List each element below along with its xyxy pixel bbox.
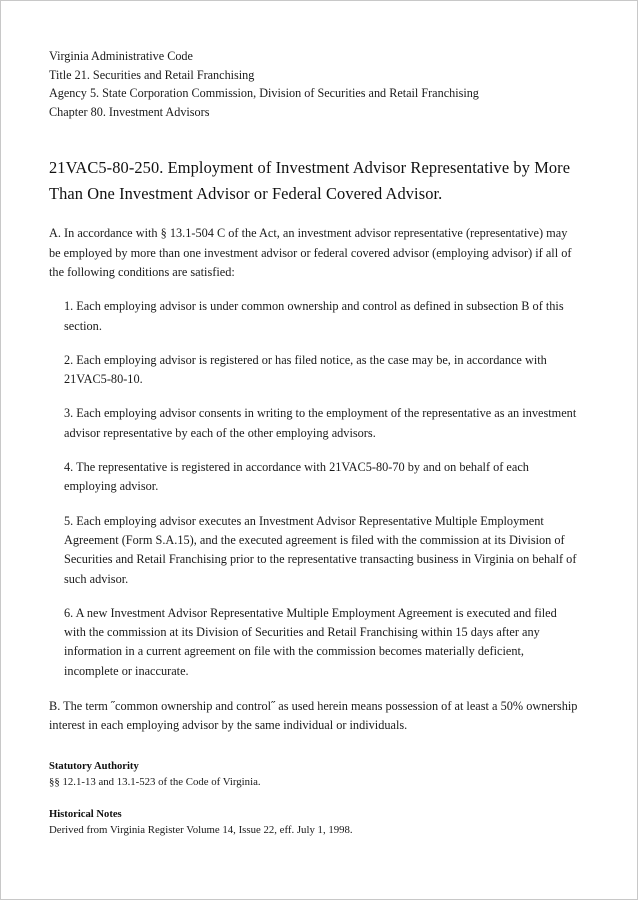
condition-item-5: 5. Each employing advisor executes an Investment Advisor Representative Multiple Employment Agreement (Form S.A.15), and the executed agreement is filed with the commission at its Division of Securities and Retail Franchising prior to the representative transacting business in Virginia on behalf of such advisor. xyxy=(64,513,577,586)
statutory-authority-block xyxy=(49,759,581,791)
citation-line-agency: Agency 5. State Corporation Commission, Division of Securities and Retail Franchising xyxy=(49,86,479,101)
citation-line-title: Title 21. Securities and Retail Franchising xyxy=(49,67,255,82)
historical-notes-block xyxy=(49,807,581,839)
condition-item-6: 6. A new Investment Advisor Representative Multiple Employment Agreement is executed and filed with the commission at its Division of Securities and Retail Franchising within 15 days after any information in a current agreement on file with the commission becomes materially deficient, incomplete or inaccurate. xyxy=(64,605,557,678)
condition-item-4: 4. The representative is registered in accordance with 21VAC5-80-70 by and on behalf of each employing advisor. xyxy=(64,460,529,494)
historical-notes-text: Derived from Virginia Register Volume 14, Issue 22, eff. July 1, 1998. xyxy=(49,824,353,837)
statutory-authority-text: §§ 12.1-13 and 13.1-523 of the Code of Virginia. xyxy=(49,775,261,788)
citation-line-chapter: Chapter 80. Investment Advisors xyxy=(49,104,210,119)
document-notes xyxy=(49,759,581,839)
condition-item-1: 1. Each employing advisor is under common ownership and control as defined in subsection B of this section. xyxy=(64,299,564,333)
subsection-b-paragraph: B. The term ˝common ownership and control˝ as used herein means possession of at least a 50% ownership interest in each employing advisor by the same individual or individuals. xyxy=(49,699,578,733)
citation-line-code: Virginia Administrative Code xyxy=(49,49,193,63)
condition-item-3: 3. Each employing advisor consents in writing to the employment of the representative as an investment advisor representative by each of the other employing advisors. xyxy=(64,406,577,440)
document-content xyxy=(49,47,581,839)
historical-notes-heading: Historical Notes xyxy=(49,809,122,821)
page-title: 21VAC5-80-250. Employment of Investment Advisor Representative by More Than One Investment Advisor or Federal Covered Advisor. xyxy=(49,158,571,204)
subsection-a-paragraph: A. In accordance with § 13.1-504 C of the Act, an investment advisor representative (representative) may be employed by more than one investment advisor or federal covered advisor (employing advisor) if all of the following conditions are satisfied: xyxy=(49,226,572,279)
statutory-authority-heading: Statutory Authority xyxy=(49,760,139,772)
condition-item-2: 2. Each employing advisor is registered or has filed notice, as the case may be, in accordance with 21VAC5-80-10. xyxy=(64,352,547,387)
document-citation-header xyxy=(49,47,581,121)
